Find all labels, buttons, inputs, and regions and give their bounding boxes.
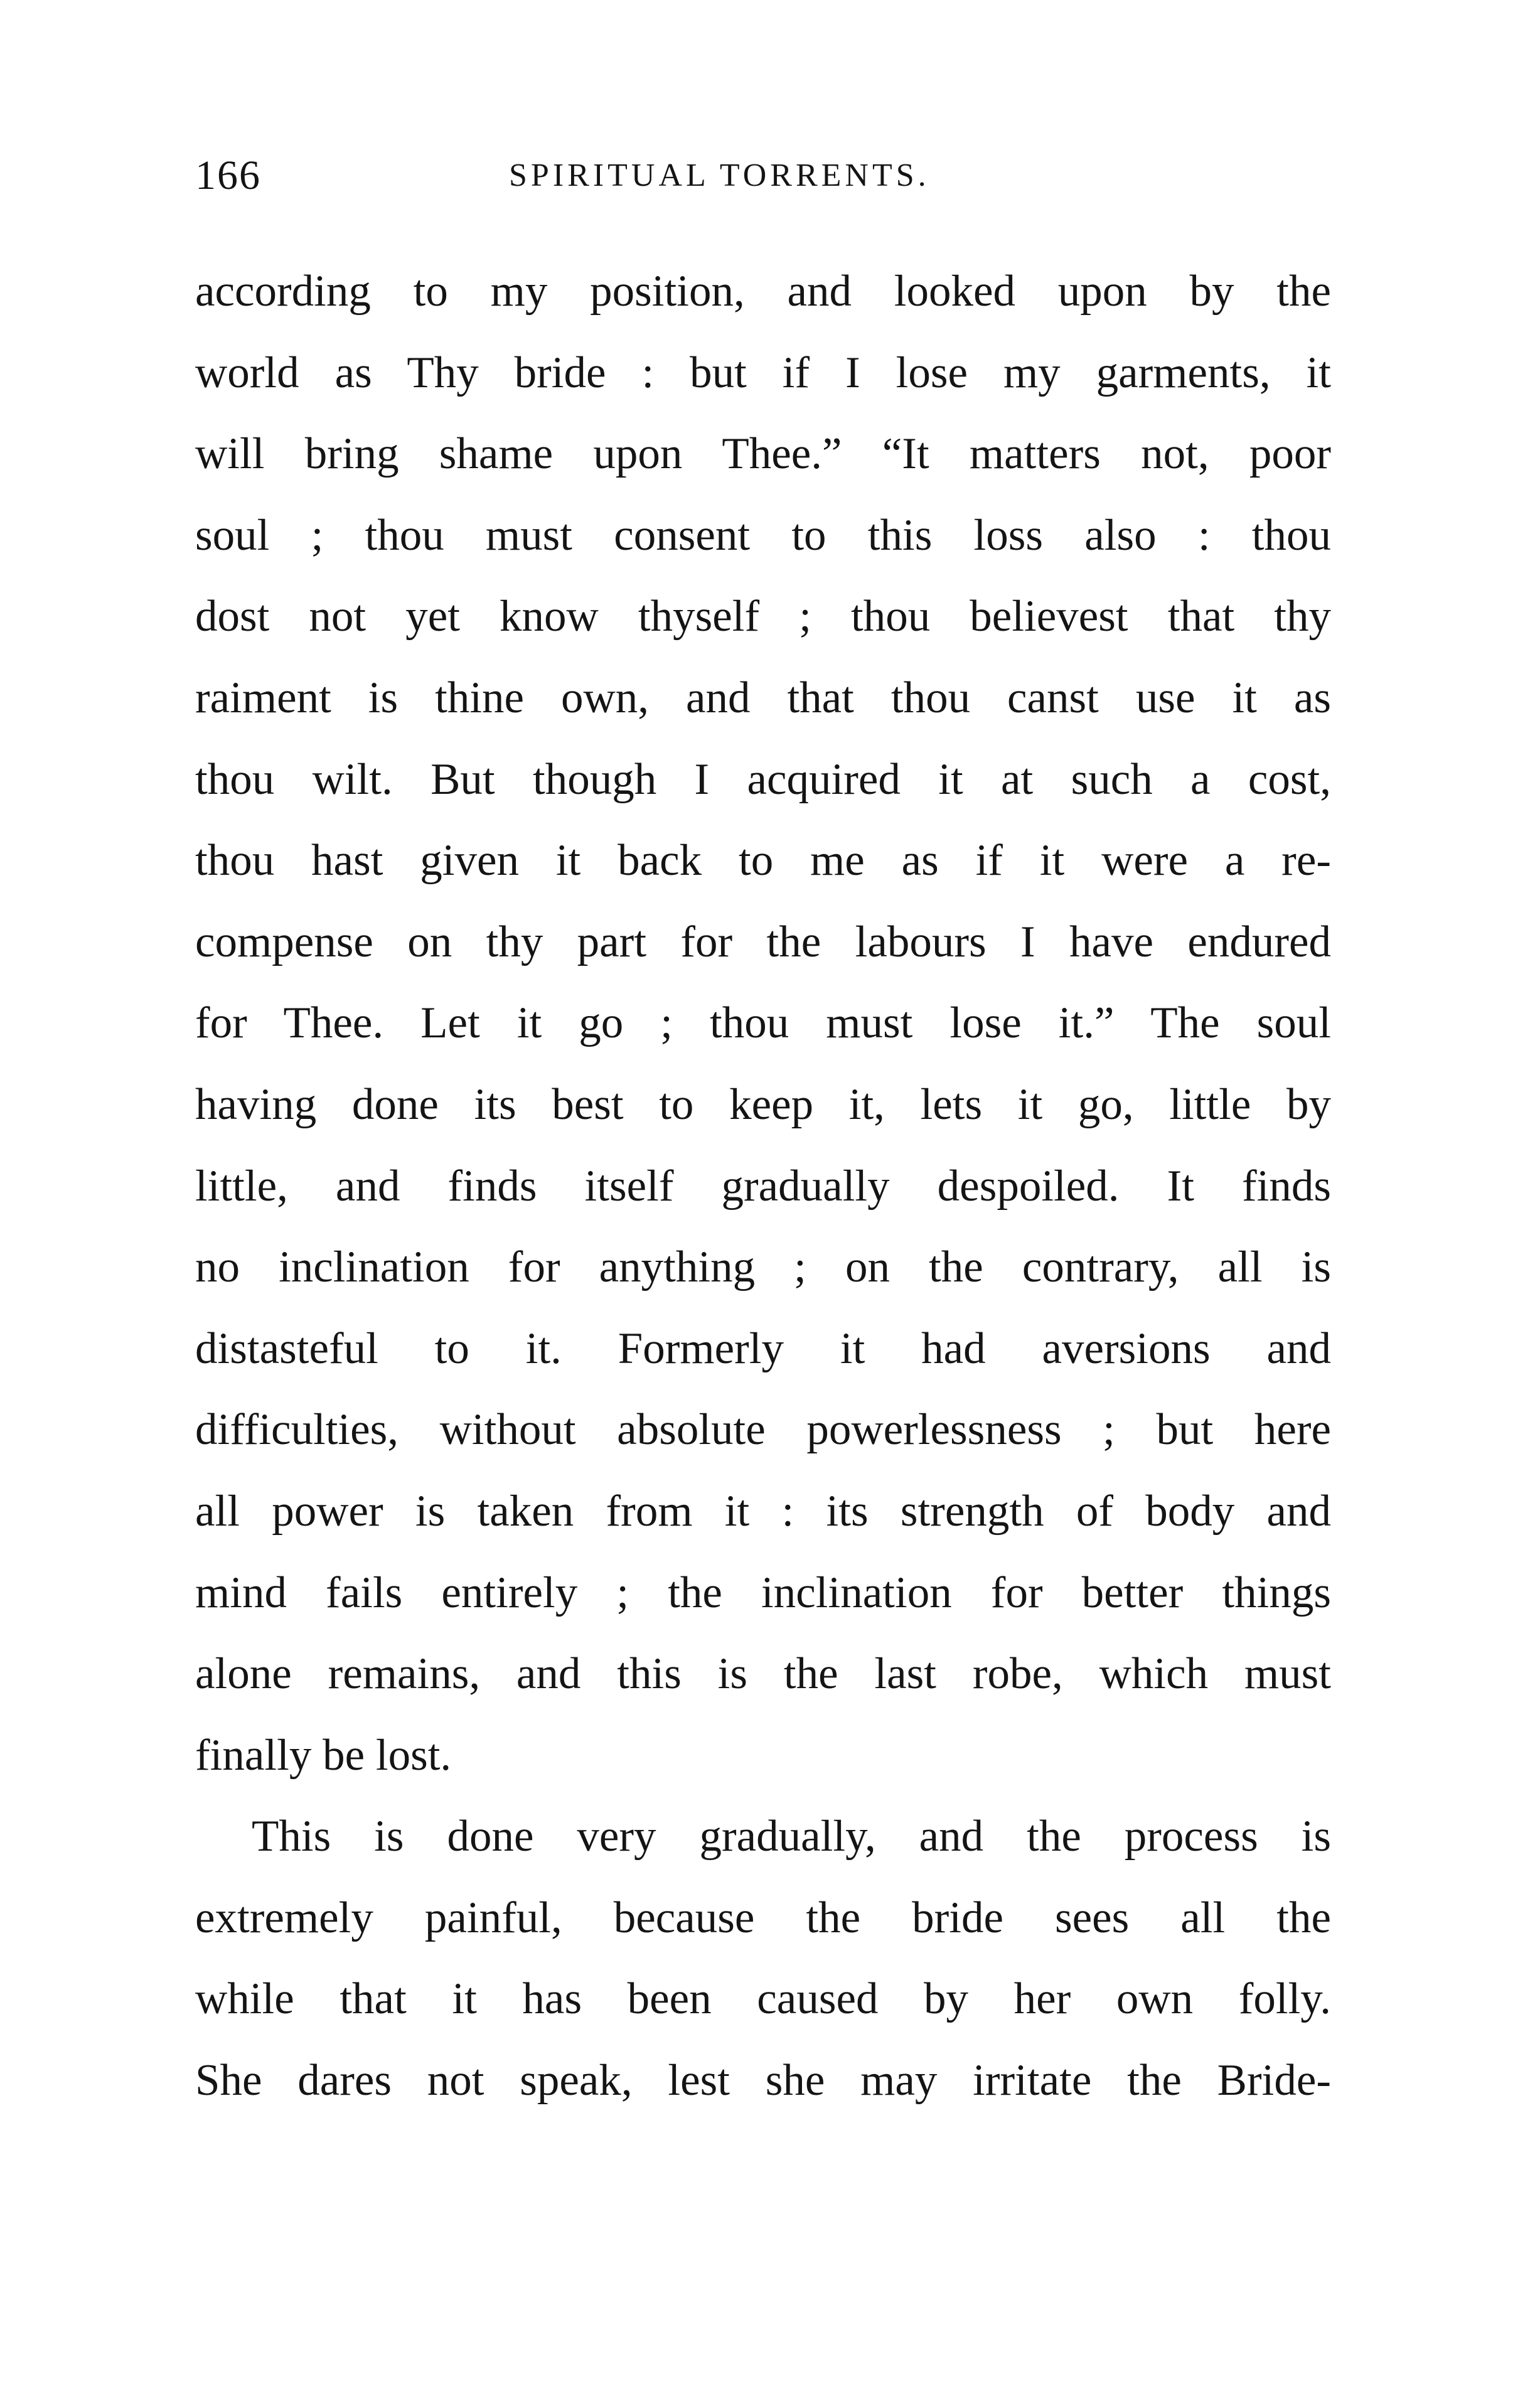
text-line: all power is taken from it : its strength of body and bbox=[195, 1486, 1331, 1536]
text-line: raiment is thine own, and that thou canst use it as bbox=[195, 673, 1331, 722]
text-line: distasteful to it. Formerly it had aversions and bbox=[195, 1324, 1331, 1373]
text-line: soul ; thou must consent to this loss also : thou bbox=[195, 510, 1331, 560]
text-line: compense on thy part for the labours I have endured bbox=[195, 917, 1331, 966]
text-line: thou hast given it back to me as if it were a re- bbox=[195, 836, 1331, 885]
text-line: little, and finds itself gradually despoiled. It finds bbox=[195, 1161, 1331, 1211]
text-line: difficulties, without absolute powerlessness ; but here bbox=[195, 1405, 1331, 1455]
paragraph-1 bbox=[195, 251, 1331, 1796]
text-line: while that it has been caused by her own folly. bbox=[195, 1974, 1331, 2024]
paragraph-2 bbox=[195, 1796, 1331, 2121]
text-line: extremely painful, because the bride sees all the bbox=[195, 1893, 1331, 1942]
text-line: She dares not speak, lest she may irritate the Bride- bbox=[195, 2056, 1331, 2105]
text-line: This is done very gradually, and the process is bbox=[252, 1812, 1331, 1861]
text-line: according to my position, and looked upon by the bbox=[195, 267, 1331, 316]
running-head bbox=[195, 147, 1325, 204]
text-line: thou wilt. But though I acquired it at such a cost, bbox=[195, 754, 1331, 804]
text-line: world as Thy bride : but if I lose my garments, it bbox=[195, 348, 1331, 397]
text-line: alone remains, and this is the last robe, which must bbox=[195, 1649, 1331, 1699]
text-line: for Thee. Let it go ; thou must lose it.” The soul bbox=[195, 998, 1331, 1048]
text-line: finally be lost. bbox=[195, 1730, 452, 1780]
body-text bbox=[195, 251, 1331, 2122]
text-line: will bring shame upon Thee.” “It matters not, poor bbox=[195, 429, 1331, 479]
running-title: SPIRITUAL TORRENTS. bbox=[509, 158, 930, 193]
text-line: mind fails entirely ; the inclination for better things bbox=[195, 1568, 1331, 1617]
text-line: dost not yet know thyself ; thou believest that thy bbox=[195, 592, 1331, 641]
text-line: having done its best to keep it, lets it go, little by bbox=[195, 1079, 1331, 1129]
page-number: 166 bbox=[195, 152, 261, 198]
text-line: no inclination for anything ; on the contrary, all is bbox=[195, 1243, 1331, 1292]
